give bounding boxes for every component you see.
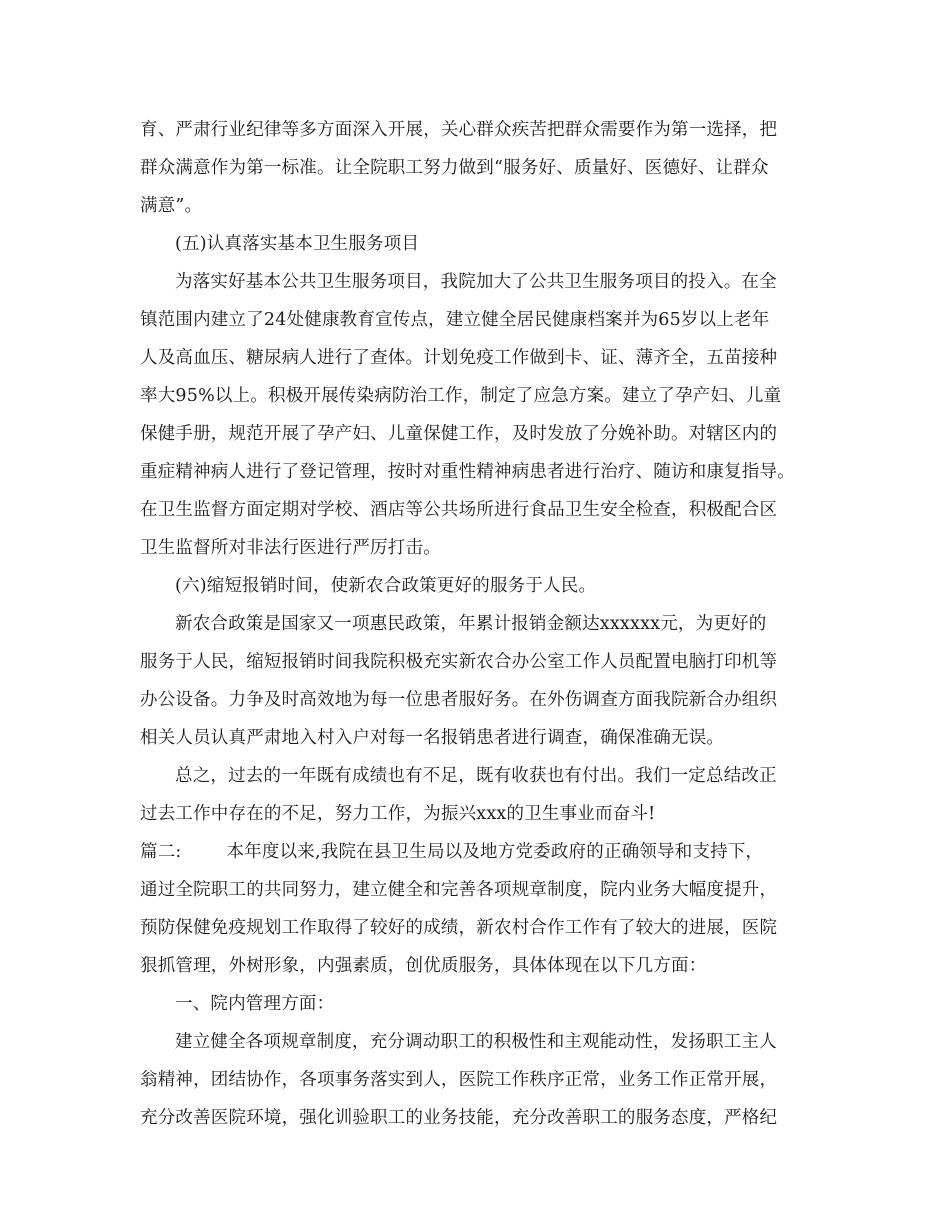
- section-label-line: [140, 837, 830, 867]
- text-line: 本年度以来,我院在县卫生局以及地方党委政府的正确领导和支持下，: [226, 842, 764, 862]
- text-line: 充分改善医院环境，强化训验职工的业务技能，充分改善职工的服务态度，严格纪: [140, 1108, 778, 1128]
- text-line: 为落实好基本公共卫生服务项目，我院加大了公共卫生服务项目的投入。在全: [175, 272, 777, 292]
- text-line: 重症精神病人进行了登记管理，按时对重性精神病患者进行治疗、随访和康复指导。: [140, 462, 795, 482]
- text-line: 人及高血压、糖尿病人进行了查体。计划免疫工作做到卡、证、薄齐全，五苗接种: [140, 348, 778, 368]
- text-line: 办公设备。力争及时高效地为每一位患者服好务。在外伤调查方面我院新合办组织: [140, 690, 778, 710]
- text-line: 通过全院职工的共同努力，建立健全和完善各项规章制度，院内业务大幅度提升，: [140, 880, 778, 900]
- text-line: 育、严肃行业纪律等多方面深入开展，关心群众疾苦把群众需要作为第一选择，把: [140, 120, 778, 140]
- text-line: 满意”。: [140, 196, 203, 216]
- text-line: 新农合政策是国家又一项惠民政策，年累计报销金额达xxxxxx元，为更好的: [175, 614, 767, 634]
- section-heading: (五)认真落实基本卫生服务项目: [175, 234, 420, 254]
- text-line: 翁精神，团结协作，各项事务落实到人，医院工作秩序正常，业务工作正常开展，: [140, 1070, 778, 1090]
- text-line: 相关人员认真严肃地入村入户对每一名报销患者进行调查，确保准确无误。: [140, 728, 725, 748]
- text-line: 预防保健免疫规划工作取得了较好的成绩，新农村合作工作有了较大的进展，医院: [140, 918, 778, 938]
- text-line: 保健手册，规范开展了孕产妇、儿童保健工作，及时发放了分娩补助。对辖区内的: [140, 424, 778, 444]
- text-line: 过去工作中存在的不足，努力工作，为振兴xxx的卫生事业而奋斗!: [140, 804, 656, 824]
- text-line: 服务于人民，缩短报销时间我院积极充实新农合办公室工作人员配置电脑打印机等: [140, 652, 778, 672]
- text-line: 狠抓管理，外树形象，内强素质，创优质服务，具体体现在以下几方面：: [140, 956, 707, 976]
- text-line: 卫生监督所对非法行医进行严厉打击。: [140, 538, 441, 558]
- text-line: 在卫生监督方面定期对学校、酒店等公共场所进行食品卫生安全检查，积极配合区: [140, 500, 778, 520]
- section-heading: (六)缩短报销时间，使新农合政策更好的服务于人民。: [175, 576, 597, 596]
- text-line: 建立健全各项规章制度，充分调动职工的积极性和主观能动性，发扬职工主人: [175, 1032, 777, 1052]
- text-line: 总之，过去的一年既有成绩也有不足，既有收获也有付出。我们一定总结改正: [175, 766, 777, 786]
- section-label: 篇二:: [140, 842, 182, 862]
- text-line: 群众满意作为第一标准。让全院职工努力做到“服务好、质量好、医德好、让群众: [140, 158, 769, 178]
- text-line: 率大95%以上。积极开展传染病防治工作，制定了应急方案。建立了孕产妇、儿童: [140, 386, 782, 406]
- section-heading: 一、院内管理方面：: [175, 994, 335, 1014]
- text-line: 镇范围内建立了24处健康教育宣传点，建立健全居民健康档案并为65岁以上老年: [140, 310, 770, 330]
